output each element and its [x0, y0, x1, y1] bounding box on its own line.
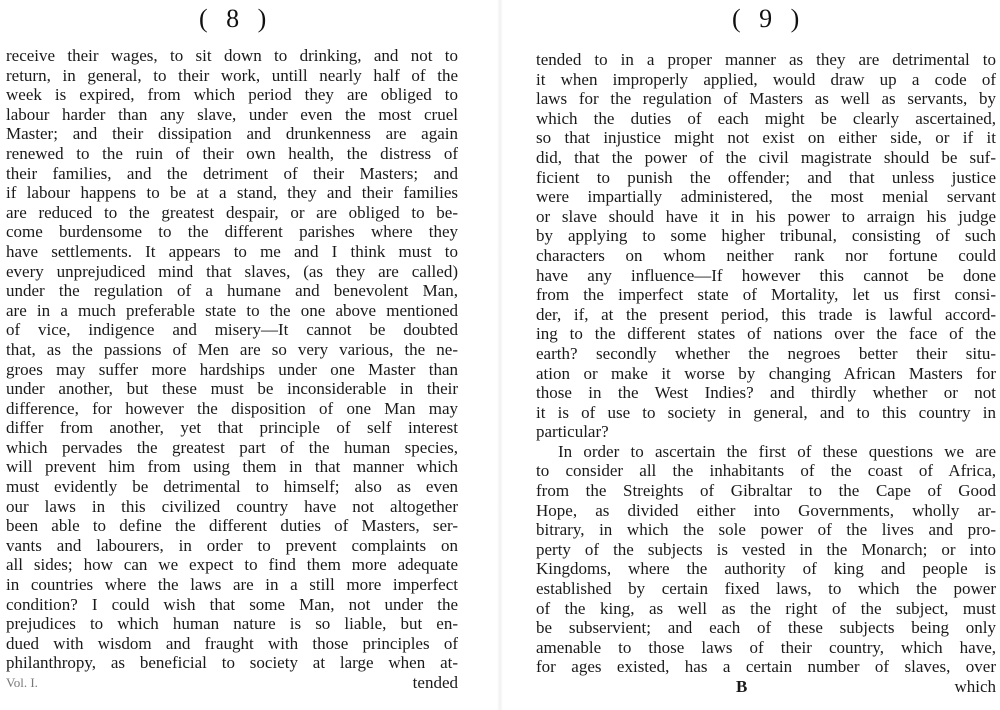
text-line: receive their wages, to sit down to drinking, and not to: [6, 46, 458, 65]
text-line: were impartially administered, the most menial servant: [536, 187, 996, 207]
text-line: are in a much preferable state to the one above mentioned: [6, 300, 458, 320]
text-line: did, that the power of the civil magistrate should be suf-: [536, 147, 996, 167]
page-number-right: ( 9 ): [732, 4, 806, 33]
text-line: or slave should have it in his power to arraign his judge: [536, 206, 996, 226]
text-line: come burdensome to the different parishes where they: [6, 222, 458, 242]
text-line: be subservient; and each of these subjects being only: [536, 618, 996, 638]
text-line: of the king, as well as the right of the subject, must: [536, 598, 996, 618]
text-line: if labour happens to be at a stand, they and their families: [6, 183, 458, 203]
text-line: under the regulation of a humane and benevolent Man,: [6, 281, 458, 301]
signature-mark: Vol. I.: [6, 675, 38, 690]
text-line: every unprejudiced mind that slaves, (as they are called): [6, 261, 458, 281]
text-line: week is expired, from which period they are obliged to: [6, 85, 458, 105]
text-line: condition? I could wish that some Man, not under the: [6, 594, 458, 614]
text-line: dued with wisdom and fraught with those principles of: [6, 633, 458, 653]
text-line: tended to in a proper manner as they are detrimental to: [536, 50, 996, 69]
text-line: ation or make it worse by changing African Masters for: [536, 363, 996, 383]
text-line: from the imperfect state of Mortality, let us first consi-: [536, 285, 996, 305]
text-line: have settlements. It appears to me and I think must to: [6, 241, 458, 261]
text-line: those in the West Indies? and thirdly whether or not: [536, 383, 996, 403]
text-line: been able to define the different duties of Masters, ser-: [6, 516, 458, 536]
text-line: Kingdoms, where the authority of king and people is: [536, 559, 996, 579]
signature-mark: B: [736, 677, 748, 696]
text-line: so that injustice might not exist on either side, or if it: [536, 128, 996, 148]
text-line: in countries where the laws are in a still more imperfect: [6, 575, 458, 595]
page-footer: [536, 677, 996, 697]
page-number-left: ( 8 ): [199, 4, 273, 33]
text-line: laws for the regulation of Masters as well as servants, by: [536, 89, 996, 109]
text-line: philanthropy, as beneficial to society at large when at-: [6, 653, 458, 673]
text-line: amenable to those laws of their country, which have,: [536, 637, 996, 657]
text-line: labour harder than any slave, under even the most cruel: [6, 104, 458, 124]
text-line: earth? secondly whether the negroes better their situ-: [536, 343, 996, 363]
right-page: [500, 0, 1000, 710]
text-line: vants and labourers, in order to prevent complaints on: [6, 535, 458, 555]
text-line: differ from another, yet that principle of self interest: [6, 418, 458, 438]
text-line: their families, and the detriment of their Masters; and: [6, 163, 458, 183]
text-line: ing to the different states of nations over the face of the: [536, 324, 996, 344]
left-page-text: [6, 46, 458, 693]
text-line: groes may suffer more hardships under one Master than: [6, 359, 458, 379]
page-footer: [6, 673, 458, 693]
text-line: particular?: [536, 422, 609, 442]
text-line: all sides; how can we expect to find them more adequate: [6, 555, 458, 575]
catchword: tended: [412, 673, 458, 692]
text-line: In order to ascertain the first of these questions we are: [558, 441, 996, 461]
text-line: established by certain fixed laws, to which the power: [536, 579, 996, 599]
text-line: difference, for however the disposition of one Man may: [6, 398, 458, 418]
text-line: of vice, indigence and misery—It cannot be doubted: [6, 320, 458, 340]
text-line: from the Streights of Gibraltar to the Cape of Good: [536, 481, 996, 501]
text-line: Master; and their dissipation and drunkenness are again: [6, 124, 458, 144]
text-line: prejudices to which human nature is so liable, but en-: [6, 614, 458, 634]
text-line: it when improperly applied, would draw up a code of: [536, 69, 996, 89]
text-line: return, in general, to their work, untill nearly half of the: [6, 65, 458, 85]
text-line: which pervades the greatest part of the human species,: [6, 437, 458, 457]
text-line: by applying to some higher tribunal, consisting of such: [536, 226, 996, 246]
text-line: will prevent him from using them in that manner which: [6, 457, 458, 477]
text-line: for ages existed, has a certain number of slaves, over: [536, 657, 996, 677]
text-line: der, if, at the present period, this trade is lawful accord-: [536, 304, 996, 324]
text-line: renewed to the ruin of their own health, the distress of: [6, 143, 458, 163]
catchword: which: [954, 677, 996, 696]
text-line: to consider all the inhabitants of the coast of Africa,: [536, 461, 996, 481]
text-line: characters on whom neither rank nor fortune could: [536, 245, 996, 265]
text-line: it is of use to society in general, and to this country in: [536, 402, 996, 422]
text-line: bitrary, in which the sole power of the lives and pro-: [536, 520, 996, 540]
text-line: perty of the subjects is vested in the Monarch; or into: [536, 539, 996, 559]
text-line: are reduced to the greatest despair, or are obliged to be-: [6, 202, 458, 222]
text-line: which the duties of each might be clearly ascertained,: [536, 108, 996, 128]
text-line: under another, but these must be inconsiderable in their: [6, 379, 458, 399]
text-line: that, as the passions of Men are so very various, the ne-: [6, 339, 458, 359]
text-line: ficient to punish the offender; and that unless justice: [536, 167, 996, 187]
right-page-text: [536, 50, 996, 697]
text-line: our laws in this civilized country have not altogether: [6, 496, 458, 516]
text-line: must evidently be detrimental to himself; also as even: [6, 477, 458, 497]
text-line: Hope, as divided either into Governments, wholly ar-: [536, 500, 996, 520]
text-line: have any influence—If however this cannot be done: [536, 265, 996, 285]
